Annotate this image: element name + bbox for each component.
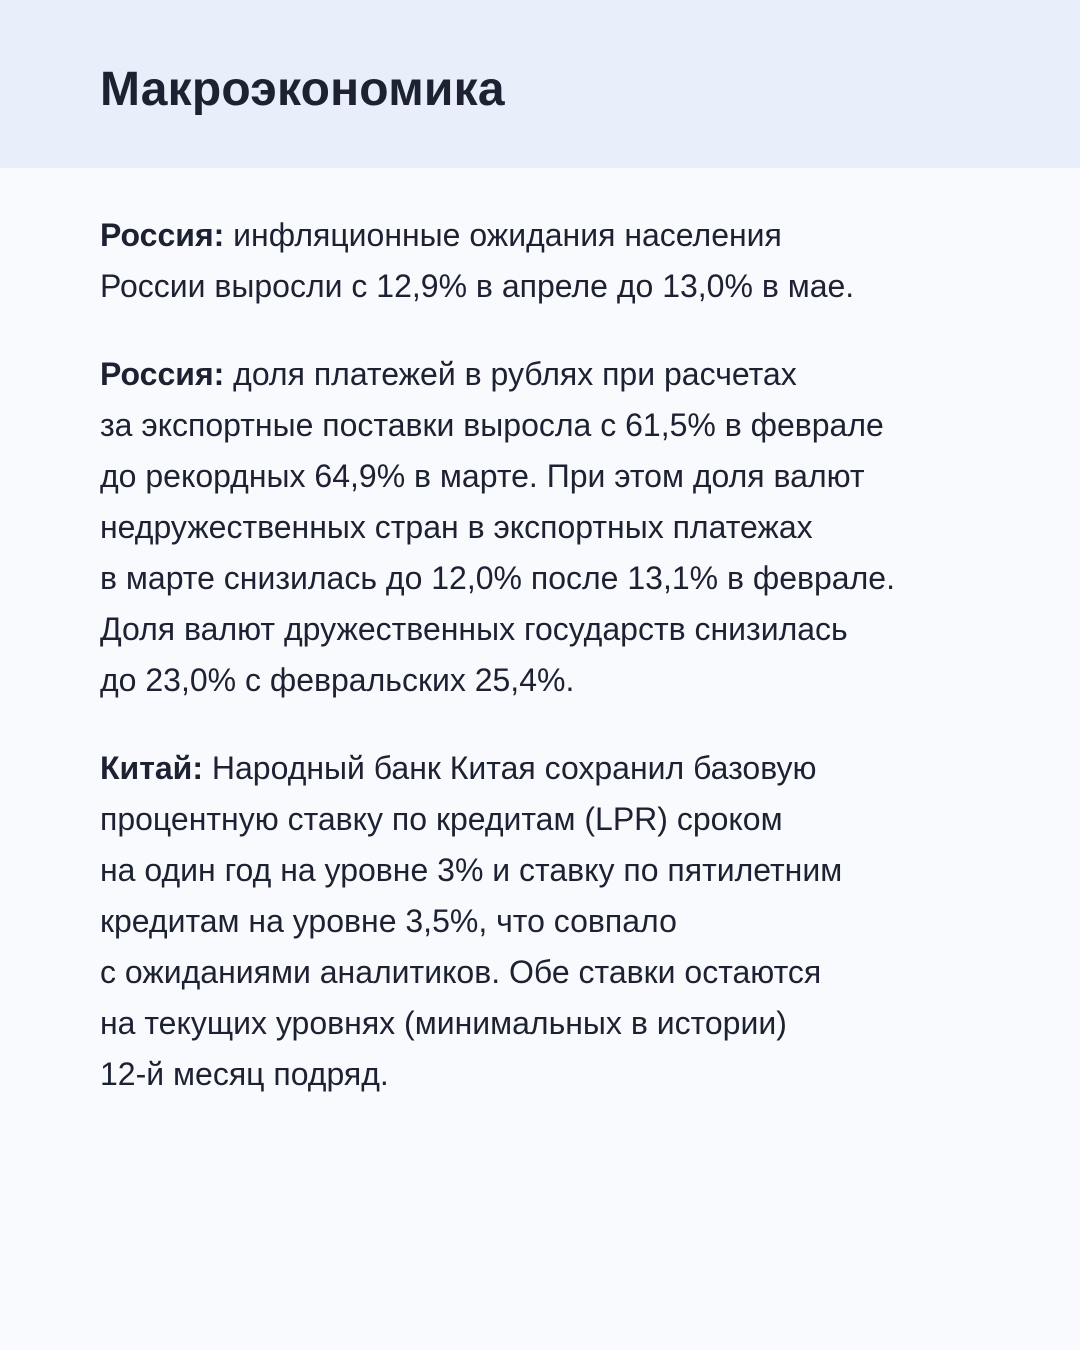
news-text: 12-й месяц подряд. bbox=[100, 1056, 389, 1092]
news-text: на один год на уровне 3% и ставку по пятилетним bbox=[100, 852, 843, 888]
news-text: кредитам на уровне 3,5%, что совпало bbox=[100, 903, 677, 939]
news-text: до рекордных 64,9% в марте. При этом доля валют bbox=[100, 458, 865, 494]
news-text: Народный банк Китая сохранил базовую bbox=[211, 750, 817, 786]
news-lead-label: Россия: bbox=[100, 356, 225, 392]
news-lead-label: Китай: bbox=[100, 750, 203, 786]
news-line bbox=[100, 349, 1000, 400]
news-list bbox=[100, 210, 1000, 1137]
news-text: процентную ставку по кредитам (LPR) сроком bbox=[100, 801, 783, 837]
news-item-russia-inflation bbox=[100, 210, 1000, 312]
news-line bbox=[100, 743, 1000, 794]
news-text: за экспортные поставки выросла с 61,5% в феврале bbox=[100, 407, 884, 443]
news-text: доля платежей в рублях при расчетах bbox=[233, 356, 797, 392]
news-text: недружественных стран в экспортных платежах bbox=[100, 509, 813, 545]
news-text: инфляционные ожидания населения bbox=[233, 217, 782, 253]
news-line bbox=[100, 210, 1000, 261]
header-banner bbox=[0, 0, 1080, 168]
news-text: на текущих уровнях (минимальных в истории) bbox=[100, 1005, 787, 1041]
news-item-china-rates bbox=[100, 743, 1000, 1100]
news-item-russia-payments bbox=[100, 349, 1000, 706]
news-lead-label: Россия: bbox=[100, 217, 225, 253]
news-text: с ожиданиями аналитиков. Обе ставки остаются bbox=[100, 954, 822, 990]
news-text: до 23,0% с февральских 25,4%. bbox=[100, 662, 575, 698]
page-title: Макроэкономика bbox=[100, 63, 505, 116]
news-text: в марте снизилась до 12,0% после 13,1% в феврале. bbox=[100, 560, 895, 596]
news-text: России выросли с 12,9% в апреле до 13,0% в мае. bbox=[100, 268, 855, 304]
news-text: Доля валют дружественных государств снизилась bbox=[100, 611, 848, 647]
